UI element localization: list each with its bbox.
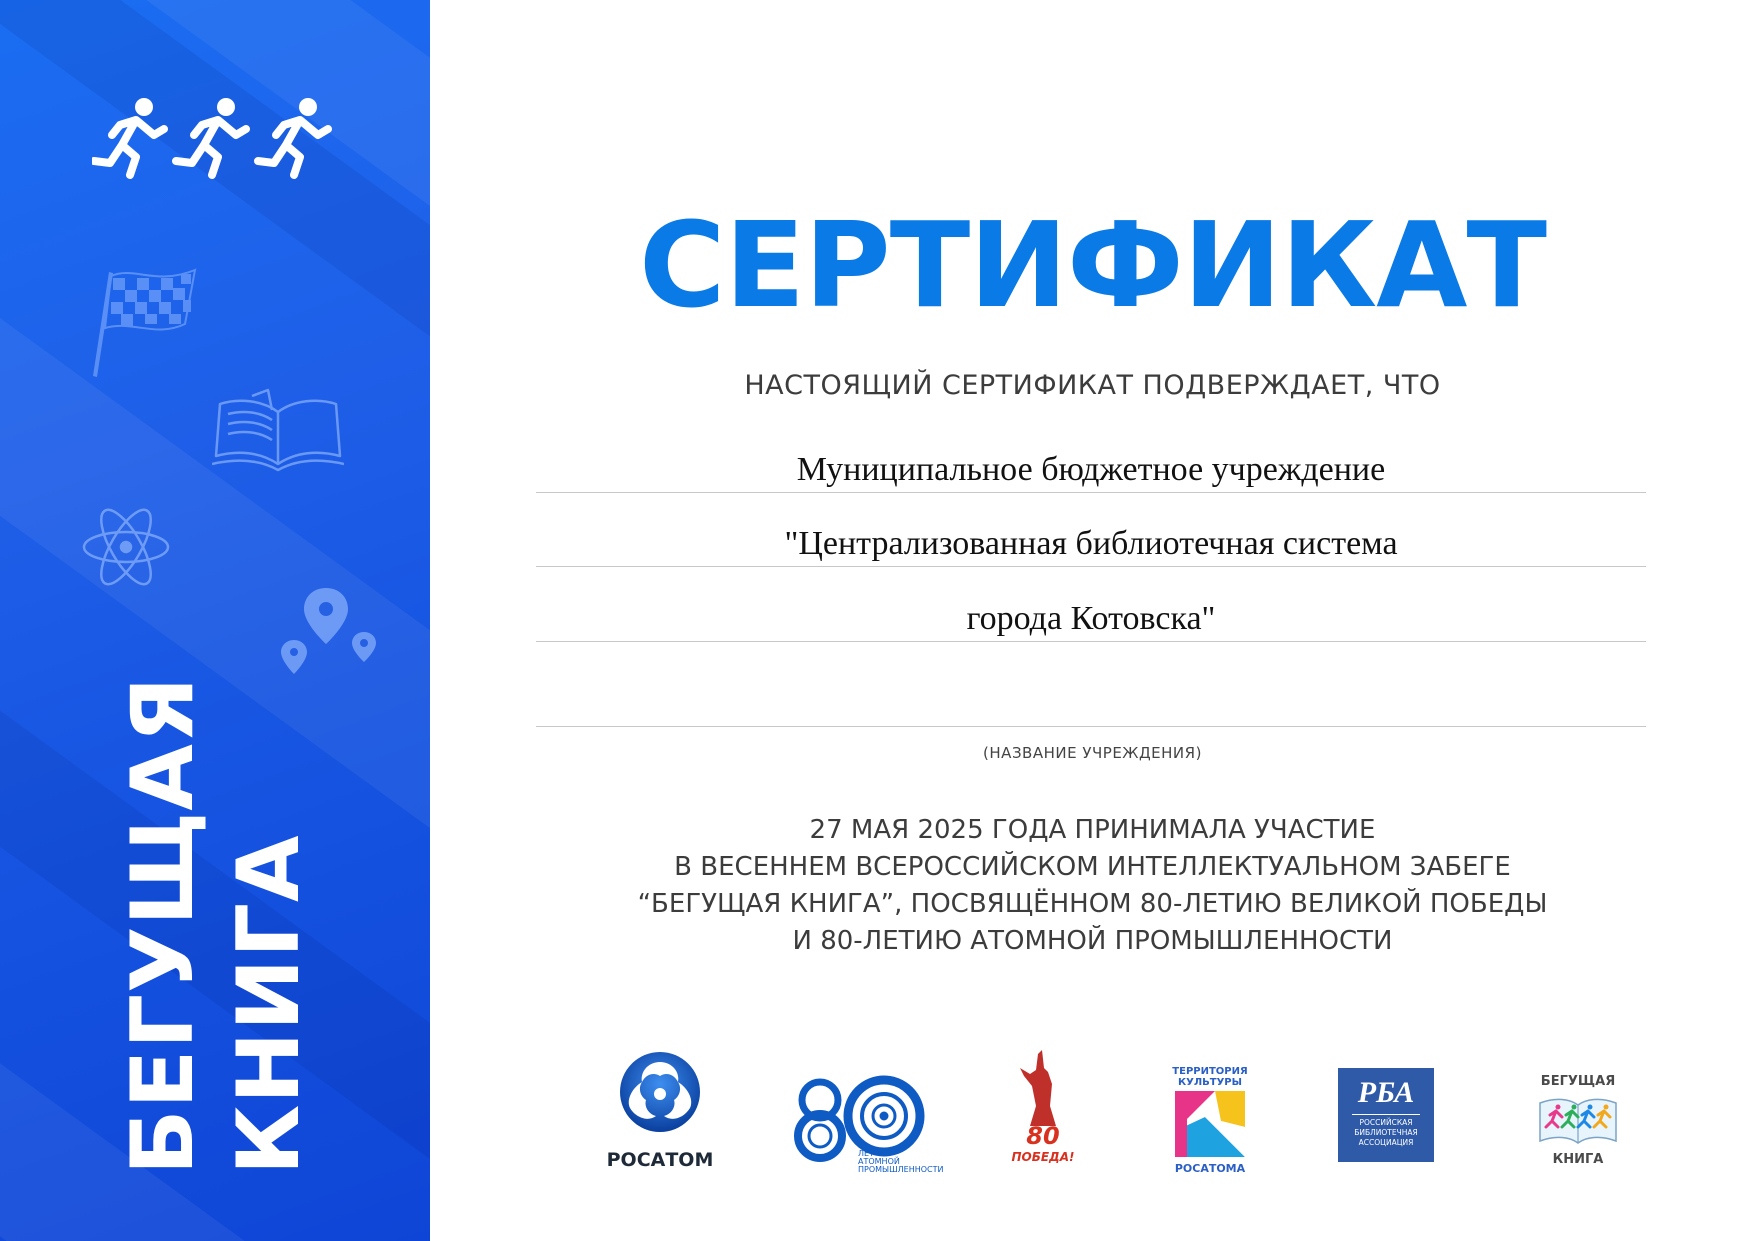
- institution-name-line: города Котовска": [536, 597, 1646, 642]
- rba-caption-line: БИБЛИОТЕЧНАЯ: [1354, 1128, 1418, 1137]
- rosatom-logo-text: РОСАТОМ: [606, 1149, 714, 1171]
- running-book-text: БЕГУЩАЯ: [1540, 1074, 1616, 1089]
- vertical-title: [110, 676, 322, 1175]
- rba-abbr: РБА: [1357, 1076, 1415, 1109]
- institution-caption: (НАЗВАНИЕ УЧРЕЖДЕНИЯ): [983, 744, 1202, 762]
- participation-text-line: “БЕГУЩАЯ КНИГА”, ПОСВЯЩЁННОМ 80-ЛЕТИЮ ВЕЛИКОЙ ПОБЕДЫ: [637, 889, 1548, 919]
- atom-80-caption-line: АТОМНОЙ: [858, 1157, 900, 1166]
- vertical-title-line1: БЕГУЩАЯ: [113, 675, 213, 1175]
- pobeda-80-word: ПОБЕДА!: [1011, 1150, 1075, 1164]
- rba-caption: [1338, 1118, 1434, 1148]
- rba-logo: [1338, 1050, 1434, 1180]
- institution-name-line: "Централизованная библиотечная система: [536, 522, 1646, 567]
- atom-80-logo: [792, 1050, 942, 1180]
- atom-icon: [80, 505, 172, 589]
- rba-caption-line: АССОЦИАЦИЯ: [1358, 1138, 1414, 1147]
- running-book-text: КНИГА: [1552, 1152, 1604, 1167]
- runners-icon: [92, 95, 342, 185]
- territory-culture-logo: [1170, 1050, 1250, 1180]
- rosatom-emblem-icon: [600, 1050, 720, 1136]
- pobeda-80-number: 80: [1026, 1122, 1060, 1150]
- participation-text-line: В ВЕСЕННЕМ ВСЕРОССИЙСКОМ ИНТЕЛЛЕКТУАЛЬНОМ ЗАБЕГЕ: [674, 852, 1511, 882]
- side-panel: [0, 0, 430, 1241]
- atom-80-caption-line: ПРОМЫШЛЕННОСТИ: [858, 1165, 944, 1174]
- territory-culture-text: ТЕРРИТОРИЯ: [1172, 1066, 1248, 1077]
- motherland-statue-icon: [1008, 1050, 1078, 1126]
- pobeda-80-logo: [1008, 1050, 1078, 1180]
- running-book-emblem-icon: [1538, 1093, 1618, 1145]
- territory-culture-emblem-icon: [1175, 1091, 1245, 1157]
- running-book-logo: [1528, 1050, 1628, 1180]
- participation-text-line: 27 МАЯ 2025 ГОДА ПРИНИМАЛА УЧАСТИЕ: [809, 815, 1376, 845]
- atom-80-caption: [858, 1150, 944, 1174]
- vertical-title-line2: КНИГА: [219, 834, 319, 1175]
- rosatom-logo: [600, 1050, 720, 1180]
- map-pin-icon: [280, 588, 380, 678]
- participation-text-line: И 80-ЛЕТИЮ АТОМНОЙ ПРОМЫШЛЕННОСТИ: [792, 926, 1393, 956]
- certificate-title: СЕРТИФИКАТ: [639, 196, 1546, 334]
- territory-culture-text: РОСАТОМА: [1174, 1162, 1246, 1175]
- certificate-subtitle: НАСТОЯЩИЙ СЕРТИФИКАТ ПОДВЕРЖДАЕТ, ЧТО: [744, 370, 1441, 401]
- checkered-flag-icon: [85, 262, 205, 382]
- territory-culture-text: КУЛЬТУРЫ: [1177, 1077, 1243, 1088]
- certificate-body: [430, 0, 1755, 1241]
- institution-name-line: Муниципальное бюджетное учреждение: [536, 448, 1646, 493]
- institution-name-line: [536, 682, 1646, 727]
- rba-emblem: [1338, 1068, 1434, 1162]
- open-book-icon: [212, 388, 344, 472]
- rba-caption-line: РОССИЙСКАЯ: [1359, 1118, 1413, 1127]
- atom-80-caption-line: ЛЕТ: [858, 1149, 874, 1158]
- participation-text: [430, 812, 1755, 960]
